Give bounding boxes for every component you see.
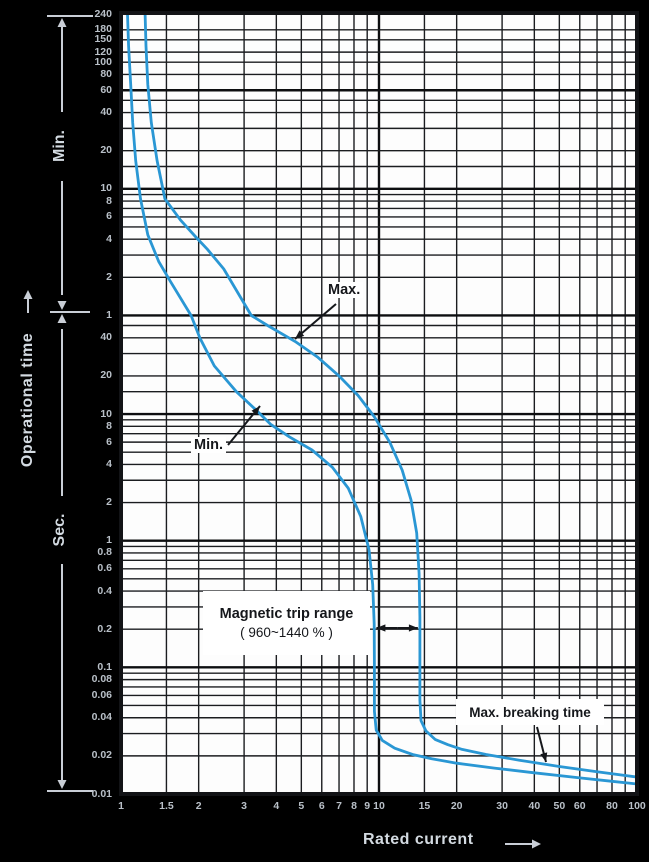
y-tick-label-min-120: 120 (94, 45, 112, 58)
y-tick-label-sec-0.01: 0.01 (91, 787, 112, 800)
y-tick-label-sec-10: 10 (100, 407, 112, 420)
x-tick-label-6: 6 (318, 800, 325, 812)
seconds-bracket-up-arrowhead (58, 314, 67, 323)
x-tick-label-30: 30 (496, 800, 508, 812)
magnetic-trip-range-value: ( 960~1440 % ) (240, 625, 333, 640)
y-tick-label-min-10: 10 (100, 182, 112, 195)
max-breaking-time-label: Max. breaking time (469, 704, 591, 720)
y-tick-label-min-40: 40 (100, 106, 112, 119)
y-tick-label-sec-0.08: 0.08 (91, 673, 112, 686)
x-tick-label-40: 40 (528, 800, 541, 812)
y-axis-seconds-section-label: Sec. (51, 513, 68, 547)
y-tick-label-min-6: 6 (106, 210, 112, 223)
magnetic-trip-range-annotation (203, 591, 370, 655)
x-tick-label-8: 8 (351, 800, 357, 812)
y-tick-label-sec-4: 4 (106, 457, 112, 470)
y-tick-label-min-2: 2 (106, 270, 112, 283)
y-tick-label-min-80: 80 (100, 67, 112, 80)
y-tick-label-sec-1: 1 (106, 534, 112, 547)
y-tick-label-min-8: 8 (106, 194, 112, 207)
y-tick-label-min-240: 240 (94, 7, 112, 20)
grid (121, 13, 637, 794)
y-tick-label-sec-0.1: 0.1 (97, 660, 112, 673)
x-tick-label-10: 10 (373, 800, 385, 812)
y-tick-label-sec-2: 2 (106, 496, 112, 509)
minutes-bracket-up-arrowhead (58, 18, 67, 27)
y-tick-label-min-100: 100 (94, 55, 112, 68)
y-tick-label-min-60: 60 (100, 83, 112, 96)
x-tick-label-80: 80 (606, 800, 618, 812)
y-axis-minutes-section-label: Min. (51, 130, 68, 162)
x-tick-label-1.5: 1.5 (159, 800, 174, 812)
minutes-bracket-down-arrowhead (58, 301, 67, 310)
x-tick-label-1: 1 (118, 800, 124, 812)
y-tick-label-min-20: 20 (100, 144, 112, 157)
seconds-bracket-down-arrowhead (58, 780, 67, 789)
y-tick-label-min-180: 180 (94, 23, 112, 36)
y-tick-label-sec-8: 8 (106, 419, 112, 432)
x-tick-label-20: 20 (450, 800, 463, 812)
x-tick-label-5: 5 (298, 800, 305, 812)
rated-current-arrowhead (532, 840, 541, 849)
y-tick-label-sec-0.06: 0.06 (91, 688, 112, 701)
x-tick-label-50: 50 (553, 800, 566, 812)
x-tick-label-7: 7 (336, 800, 342, 812)
x-tick-label-4: 4 (273, 800, 280, 812)
max-breaking-time-annotation (456, 699, 604, 725)
x-tick-label-3: 3 (241, 800, 248, 812)
x-tick-label-100: 100 (628, 800, 646, 812)
y-tick-label-sec-20: 20 (100, 369, 112, 382)
y-tick-label-min-4: 4 (106, 232, 112, 245)
y-tick-label-sec-40: 40 (100, 331, 112, 344)
x-tick-label-9: 9 (364, 800, 371, 812)
y-tick-label-sec-0.8: 0.8 (97, 546, 112, 559)
y-tick-label-sec-0.04: 0.04 (91, 711, 112, 724)
max-curve-annotation: Max. (325, 282, 363, 298)
y-tick-label-sec-0.2: 0.2 (97, 622, 112, 635)
y-tick-label-sec-0.6: 0.6 (97, 562, 112, 575)
y-tick-label-sec-0.4: 0.4 (97, 584, 112, 597)
y-tick-label-sec-0.02: 0.02 (91, 749, 112, 762)
min-curve-annotation: Min. (191, 437, 226, 453)
x-tick-label-60: 60 (573, 800, 586, 812)
x-tick-label-15: 15 (418, 800, 431, 812)
y-tick-label-sec-6: 6 (106, 435, 112, 448)
y-tick-label-min-1: 1 (106, 308, 112, 321)
y-axis-title: Operational time (19, 332, 36, 468)
x-axis-title: Rated current (363, 831, 474, 848)
y-tick-label-min-150: 150 (94, 33, 112, 46)
operational-time-arrowhead (24, 290, 33, 299)
x-tick-label-2: 2 (195, 800, 202, 812)
magnetic-trip-range-title: Magnetic trip range (219, 606, 354, 622)
